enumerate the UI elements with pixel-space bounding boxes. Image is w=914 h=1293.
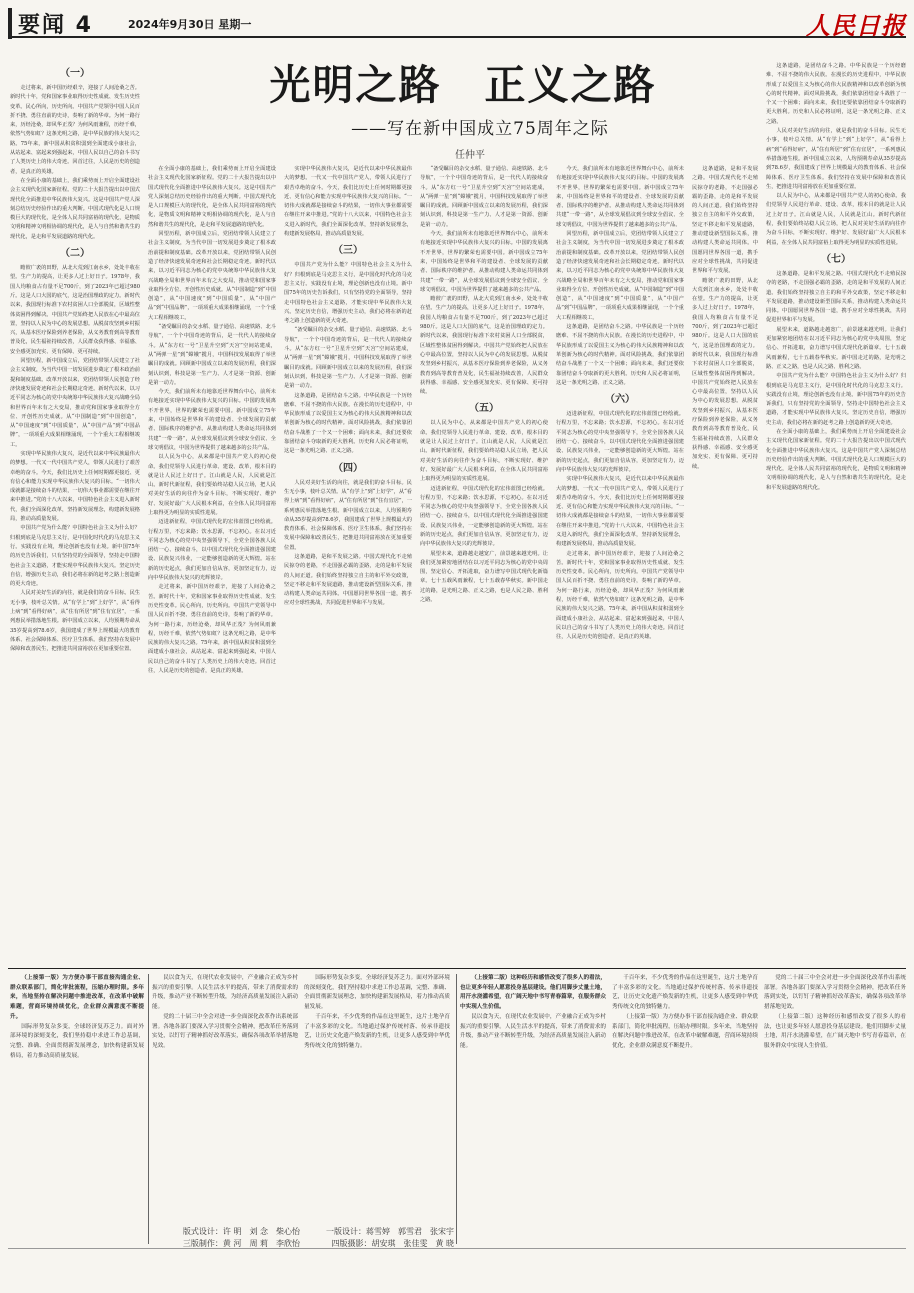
- bottom-column-1: [10, 974, 144, 1202]
- footer-rule: [8, 1248, 906, 1249]
- paragraph: 瞻彼广袤的田野，从北大荒到江南水乡，处处丰收在望。生产力的提高，让更多人过上好日子。1978年，我国人均粮食占有量不足700斤，到了2023年已超过980斤。这是人口大国的底气，这是治国理政的定力。新时代以来，我国现行标准下农村贫困人口全部脱贫，区域性整体贫困得到解决。中国共产党始终把人民放在心中最高位置，坚持以人民为中心的发展思想。从脱贫攻坚到乡村振兴，从基本医疗保险到养老保险，从义务教育到高等教育普及化，民生福祉持续改善，人民群众获得感、幸福感、安全感更加充实、更有保障、更可持续。: [10, 265, 140, 355]
- paragraph: 走过将来，新中国历经艰辛，迎接了人间沧桑之苦。新时代十年，党和国家事业取得历史性成就、发生历史性变革。民心所向，历史所向。中国共产党领导中国人民百折不挠、勇往直前的史诗，奏响了新的华章。为何一路行来，历经沧桑，却风华正茂？为何风雨兼程，历经千难，依然气势如虹？这条光明之路，是中华民族的伟大复兴之路。75年来，新中国从积贫积弱到全面建成小康社会，从站起来、富起来到强起来，中国人民以自己的奋斗书写了人类历史上的伟大奇迹。回首过往，人民是历史的创造者，是真正的英雄。: [10, 85, 140, 175]
- paragraph: 在全面小康的基础上，我们乘势而上开启全面建设社会主义现代化国家新征程。党的二十大报告提出以中国式现代化全面推进中华民族伟大复兴。这是中国共产党人深刻总结历史经验作出的重大判断。中国式现代化是人口规模巨大的现代化，是全体人民共同富裕的现代化，是物质文明和精神文明相协调的现代化，是人与自然和谐共生的现代化，是走和平发展道路的现代化。: [10, 177, 140, 240]
- paragraph: 中国共产党为什么能？中国特色社会主义为什么好？归根到底是马克思主义行，是中国化时代化的马克思主义行。实践没有止境，理论创新也没有止境。新中国75年的历史告诉我们，只有坚持党的全面领导，坚持走中国特色社会主义道路，才能实现中华民族伟大复兴。坚定历史自信，增强历史主动，我们必将在新的赶考之路上创造新的更大奇迹。: [10, 525, 140, 588]
- issue-date: 2024年9月30日 星期一: [128, 18, 252, 31]
- paragraph: 今天，我们前所未有地靠近世界舞台中心，前所未有地接近实现中华民族伟大复兴的目标。中国的发展离不开世界，世界的繁荣也需要中国。新中国成立75年来，中国始终是世界和平的建设者、全球发展的贡献者、国际秩序的维护者。从推动构建人类命运共同体到共建“一带一路”，从全球发展倡议到全球安全倡议、全球文明倡议，中国为世界提供了越来越多的公共产品。: [148, 389, 276, 451]
- paragraph: 党的二十届三中全会对进一步全面深化改革作出系统部署。各地各部门要深入学习贯彻全会精神，把改革任务落到实处，以钉钉子精神抓好改革落实，确保各项改革举措落地见效。: [152, 1013, 298, 1049]
- paragraph: 以人民为中心，从来都是中国共产党人的初心使命。我们党领导人民进行革命、建设、改革，根本目的就是让人民过上好日子。江山就是人民，人民就是江山。新时代新征程，我们要始终站稳人民立场，把人民对美好生活的向往作为奋斗目标，不断实现好、维护好、发展好最广大人民根本利益，在全体人民共同富裕上取得更为明显的实质性进展。: [766, 193, 906, 246]
- paragraph: 实现中华民族伟大复兴，是近代以来中华民族最伟大的梦想。一代又一代中国共产党人，带领人民进行了艰苦卓绝的奋斗。今天，我们比历史上任何时期都更接近、更有信心和能力实现中华民族伟大复兴的目标。“一切伟大成就都是接续奋斗的结果，一切伟大事业都需要在继往开来中推进。”党的十八大以来，中国特色社会主义进入新时代，我们全面深化改革，坚持新发展理念，构建新发展格局，推动高质量发展。: [284, 166, 412, 238]
- paragraph: 人民对美好生活的向往，就是我们的奋斗目标。民生无小事，枝叶总关情。从“有学上”到“上好学”，从“看得上病”到“看得好病”，从“住有所居”到“住有宜居”，一系列惠民举措落地生根。新中国成立以来，人均预期寿命从35岁提高到78.6岁，我国建成了世界上规模最大的教育体系、社会保障体系、医疗卫生体系。我们坚持在发展中保障和改善民生，把推进共同富裕放在更加重要位置。: [10, 590, 140, 653]
- paragraph: 今天，我们前所未有地靠近世界舞台中心，前所未有地接近实现中华民族伟大复兴的目标。中国的发展离不开世界，世界的繁荣也需要中国。新中国成立75年来，中国始终是世界和平的建设者、全球发展的贡献者、国际秩序的维护者。从推动构建人类命运共同体到共建“一带一路”，从全球发展倡议到全球安全倡议、全球文明倡议，中国为世界提供了越来越多的公共产品。: [556, 166, 684, 228]
- paragraph: （上接第二版）这种经历和感悟改变了很多人的看法，也让更多年轻人愿意投身基层建设。他们用脚步丈量土地，用汗水浇灌希望，在广阔天地中书写青春篇章，在服务群众中实现人生价值。: [460, 975, 606, 1011]
- paragraph: 回望历程，新中国成立后，党团结带领人民建立了社会主义制度，为当代中国一切发展进步奠定了根本政治前提和制度基础。改革开放以来，党团结带领人民创造了经济快速发展奇迹和社会长期稳定奇迹。新时代以来，以习近平同志为核心的党中央统筹中华民族伟大复兴战略全局和世界百年未有之大变局，推动党和国家事业取得全方位、开创性历史成就。从“中国制造”到“中国创造”，从“中国速度”到“中国质量”，从“中国产品”到“中国品牌”，一项项重大成果相继涌现，一个个重大工程相继竣工。: [10, 358, 140, 448]
- section-heading-4: （四）: [333, 462, 363, 474]
- credits-left: 版式设计：许 明 刘 念 柴心怡 三版制作：黄 河 周 莉 李欣怡: [182, 1227, 300, 1248]
- paragraph: 迈进新征程，中国式现代化的宏伟蓝图已经绘就。行程万里，不忘来路；饮水思源，不忘初心。在以习近平同志为核心的党中央坚强领导下，全党全国各族人民团结一心、接续奋斗，以中国式现代化全面推进强国建设、民族复兴伟业，一定能够创造新的更大辉煌。站在新的历史起点，我们更加自信从容，更加坚定有力，迈向中华民族伟大复兴的光辉彼岸。: [556, 411, 684, 473]
- column-5: [556, 165, 684, 962]
- column-4: [420, 165, 548, 962]
- paragraph: 中国共产党为什么能？中国特色社会主义为什么好？归根到底是马克思主义行，是中国化时代化的马克思主义行。实践没有止境，理论创新也没有止境。新中国75年的历史告诉我们，只有坚持党的全面领导，坚持走中国特色社会主义道路，才能实现中华民族伟大复兴。坚定历史自信，增强历史主动，我们必将在新的赶考之路上创造新的更大奇迹。: [284, 262, 412, 325]
- paragraph: 回望历程，新中国成立后，党团结带领人民建立了社会主义制度，为当代中国一切发展进步奠定了根本政治前提和制度基础。改革开放以来，党团结带领人民创造了经济快速发展奇迹和社会长期稳定奇迹。新时代以来，以习近平同志为核心的党中央统筹中华民族伟大复兴战略全局和世界百年未有之大变局，推动党和国家事业取得全方位、开创性历史成就。从“中国制造”到“中国创造”，从“中国速度”到“中国质量”，从“中国产品”到“中国品牌”，一项项重大成果相继涌现，一个个重大工程相继竣工。: [556, 231, 684, 321]
- column-6: [766, 62, 906, 962]
- paragraph: 迈进新征程，中国式现代化的宏伟蓝图已经绘就。行程万里，不忘来路；饮水思源，不忘初心。在以习近平同志为核心的党中央坚强领导下，全党全国各族人民团结一心、接续奋斗，以中国式现代化全面推进强国建设、民族复兴伟业，一定能够创造新的更大辉煌。站在新的历史起点，我们更加自信从容，更加坚定有力，迈向中华民族伟大复兴的光辉彼岸。: [420, 485, 548, 548]
- paragraph: 走过将来，新中国历经艰辛，迎接了人间沧桑之苦。新时代十年，党和国家事业取得历史性成就、发生历史性变革。民心所向，历史所向。中国共产党领导中国人民百折不挠、勇往直前的史诗，奏响了新的华章。为何一路行来，历经沧桑，却风华正茂？为何风雨兼程，历经千难，依然气势如虹？这条光明之路，是中华民族的伟大复兴之路。75年来，新中国从积贫积弱到全面建成小康社会，从站起来、富起来到强起来，中国人民以自己的奋斗书写了人类历史上的伟大奇迹。回首过往，人民是历史的创造者，是真正的英雄。: [556, 550, 684, 641]
- paragraph: 瞻彼广袤的田野，从北大荒到江南水乡，处处丰收在望。生产力的提高，让更多人过上好日子。1978年，我国人均粮食占有量不足700斤，到了2023年已超过980斤。这是人口大国的底气，这是治国理政的定力。新时代以来，我国现行标准下农村贫困人口全部脱贫，区域性整体贫困得到解决。中国共产党始终把人民放在心中最高位置，坚持以人民为中心的发展思想。从脱贫攻坚到乡村振兴，从基本医疗保险到养老保险，从义务教育到高等教育普及化，民生福祉持续改善，人民群众获得感、幸福感、安全感更加充实、更有保障、更可持续。: [692, 277, 758, 470]
- paragraph: “备受瞩目的杂交水稻、量子通信、高速铁路、北斗导航”，一个个中国奇迹的背后，是一代代人的接续奋斗。从“东方红一号”卫星升空到“天宫”空间站建成，从“两弹一星”到“嫦娥”揽月，中国科技发展取得了举世瞩目的成就。回顾新中国成立以来的发展历程，我们深刻认识到，科技是第一生产力、人才是第一资源、创新是第一动力。: [148, 324, 276, 386]
- paragraph: 这条道路，是团结奋斗之路。中华民族是一个历经磨难、不屈不挠的伟大民族。在漫长的历史进程中，中华民族形成了以爱国主义为核心的伟大民族精神和以改革创新为核心的时代精神。面对风险挑战，我们依靠团结奋斗战胜了一个又一个困难；面向未来，我们还要依靠团结奋斗夺取新的更大胜利。历史和人民必将证明，这是一条光明之路、正义之路。: [556, 324, 684, 386]
- column-1: [10, 62, 140, 962]
- paragraph: 展望未来，道路越走越宽广，前景越来越光明。让我们更加紧密地团结在以习近平同志为核心的党中央周围，坚定信心、开拓进取，奋力谱写中国式现代化新篇章。七十五载风雨兼程，七十五载春华秋实。新中国走过的路，是光明之路、正义之路，也是人民之路、胜利之路。: [420, 550, 548, 604]
- masthead: [8, 6, 906, 38]
- paragraph: “备受瞩目的杂交水稻、量子通信、高速铁路、北斗导航”，一个个中国奇迹的背后，是一代代人的接续奋斗。从“东方红一号”卫星升空到“天宫”空间站建成，从“两弹一星”到“嫦娥”揽月，中国科技发展取得了举世瞩目的成就。回顾新中国成立以来的发展历程，我们深刻认识到，科技是第一生产力、人才是第一资源、创新是第一动力。: [420, 166, 548, 228]
- column-5b: [692, 165, 758, 962]
- paragraph: 这条道路，是和平发展之路。中国式现代化不走殖民掠夺的老路，不走国强必霸的歪路，走的是和平发展的人间正道。我们始终坚持独立自主的和平外交政策，坚定不移走和平发展道路，推动建设新型国际关系，推动构建人类命运共同体。中国愿同世界各国一道，携手应对全球性挑战，共同促进世界和平与发展。: [284, 553, 412, 607]
- paragraph: 这条道路，是团结奋斗之路。中华民族是一个历经磨难、不屈不挠的伟大民族。在漫长的历史进程中，中华民族形成了以爱国主义为核心的伟大民族精神和以改革创新为核心的时代精神。面对风险挑战，我们依靠团结奋斗战胜了一个又一个困难；面向未来，我们还要依靠团结奋斗夺取新的更大胜利。历史和人民必将证明，这是一条光明之路、正义之路。: [766, 63, 906, 125]
- paragraph: 党的二十届三中全会对进一步全面深化改革作出系统部署。各地各部门要深入学习贯彻全会精神，把改革任务落到实处，以钉钉子精神抓好改革落实，确保各项改革举措落地见效。: [764, 975, 906, 1011]
- article-subtitle: ——写在新中国成立75周年之际: [351, 119, 609, 139]
- paragraph: 今天，我们前所未有地靠近世界舞台中心，前所未有地接近实现中华民族伟大复兴的目标。中国的发展离不开世界，世界的繁荣也需要中国。新中国成立75年来，中国始终是世界和平的建设者、全球发展的贡献者、国际秩序的维护者。从推动构建人类命运共同体到共建“一带一路”，从全球发展倡议到全球安全倡议、全球文明倡议，中国为世界提供了越来越多的公共产品。: [420, 231, 548, 293]
- section-heading-2: （二）: [60, 248, 90, 260]
- newspaper-logo: 人民日报: [806, 11, 906, 40]
- section-heading-7: （七）: [821, 253, 851, 265]
- section-heading-5: （五）: [469, 403, 499, 415]
- bottom-column-2: [152, 974, 298, 1202]
- column-rule: [148, 974, 149, 1244]
- section-heading-1: （一）: [60, 68, 90, 79]
- bottom-column-6: [764, 974, 906, 1244]
- paragraph: 迈进新征程，中国式现代化的宏伟蓝图已经绘就。行程万里，不忘来路；饮水思源，不忘初心。在以习近平同志为核心的党中央坚强领导下，全党全国各族人民团结一心、接续奋斗，以中国式现代化全面推进强国建设、民族复兴伟业，一定能够创造新的更大辉煌。站在新的历史起点，我们更加自信从容，更加坚定有力，迈向中华民族伟大复兴的光辉彼岸。: [148, 519, 276, 582]
- paragraph: 实现中华民族伟大复兴，是近代以来中华民族最伟大的梦想。一代又一代中国共产党人，带领人民进行了艰苦卓绝的奋斗。今天，我们比历史上任何时期都更接近、更有信心和能力实现中华民族伟大复兴的目标。“一切伟大成就都是接续奋斗的结果，一切伟大事业都需要在继往开来中推进。”党的十八大以来，中国特色社会主义进入新时代，我们全面深化改革，坚持新发展理念，构建新发展格局，推动高质量发展。: [10, 450, 140, 523]
- paragraph: （上接第一版）为方便办事干部直接沟通企业、群众联系部门，简化审批流程，压缩办理时限。多年来，当地坚持在解决问题中推进改革，在改革中破解难题，营商环境持续优化，企业群众满意度不断提升。: [612, 1013, 758, 1049]
- bottom-column-3: [304, 974, 450, 1202]
- article-title: 光明之路 正义之路: [269, 61, 657, 109]
- article-author: 任仲平: [455, 150, 485, 161]
- paragraph: 人民对美好生活的向往，就是我们的奋斗目标。民生无小事，枝叶总关情。从“有学上”到“上好学”，从“看得上病”到“看得好病”，从“住有所居”到“住有宜居”，一系列惠民举措落地生根。新中国成立以来，人均预期寿命从35岁提高到78.6岁，我国建成了世界上规模最大的教育体系、社会保障体系、医疗卫生体系。我们坚持在发展中保障和改善民生，把推进共同富裕放在更加重要位置。: [766, 128, 906, 190]
- paragraph: 国际形势复杂多变，全球经济复苏乏力。面对外部环境的深刻变化，我们坚持稳中求进工作总基调，完整、准确、全面贯彻新发展理念，加快构建新发展格局，着力推动高质量发展。: [10, 1023, 144, 1059]
- bottom-divider: [8, 968, 906, 969]
- paragraph: 人民对美好生活的向往，就是我们的奋斗目标。民生无小事，枝叶总关情。从“有学上”到“上好学”，从“看得上病”到“看得好病”，从“住有所居”到“住有宜居”，一系列惠民举措落地生根。新中国成立以来，人均预期寿命从35岁提高到78.6岁，我国建成了世界上规模最大的教育体系、社会保障体系、医疗卫生体系。我们坚持在发展中保障和改善民生，把推进共同富裕放在更加重要位置。: [284, 479, 412, 551]
- paragraph: （上接第一版）为方便办事干部直接沟通企业、群众联系部门，简化审批流程，压缩办理时限。多年来，当地坚持在解决问题中推进改革，在改革中破解难题，营商环境持续优化，企业群众满意度不断提升。: [10, 975, 144, 1020]
- paragraph: 中国共产党为什么能？中国特色社会主义为什么好？归根到底是马克思主义行，是中国化时代化的马克思主义行。实践没有止境，理论创新也没有止境。新中国75年的历史告诉我们，只有坚持党的全面领导，坚持走中国特色社会主义道路，才能实现中华民族伟大复兴。坚定历史自信，增强历史主动，我们必将在新的赶考之路上创造新的更大奇迹。: [766, 373, 906, 426]
- section-label: 要闻 4: [8, 8, 93, 39]
- paragraph: 民以食为天，在现代农业发展中，产业融合正成为乡村振兴的重要引擎。人民生活水平的提高，带来了消费需求的升级，推动产业不断转型升级，为经济高质量发展注入新动能。: [460, 1013, 606, 1049]
- column-2: [148, 165, 276, 962]
- paragraph: 回望历程，新中国成立后，党团结带领人民建立了社会主义制度，为当代中国一切发展进步奠定了根本政治前提和制度基础。改革开放以来，党团结带领人民创造了经济快速发展奇迹和社会长期稳定奇迹。新时代以来，以习近平同志为核心的党中央统筹中华民族伟大复兴战略全局和世界百年未有之大变局，推动党和国家事业取得全方位、开创性历史成就。从“中国制造”到“中国创造”，从“中国速度”到“中国质量”，从“中国产品”到“中国品牌”，一项项重大成果相继涌现，一个个重大工程相继竣工。: [148, 231, 276, 321]
- paragraph: 这条道路，是和平发展之路。中国式现代化不走殖民掠夺的老路，不走国强必霸的歪路，走的是和平发展的人间正道。我们始终坚持独立自主的和平外交政策，坚定不移走和平发展道路，推动建设新型国际关系，推动构建人类命运共同体。中国愿同世界各国一道，携手应对全球性挑战，共同促进世界和平与发展。: [692, 166, 758, 275]
- paragraph: 在全面小康的基础上，我们乘势而上开启全面建设社会主义现代化国家新征程。党的二十大报告提出以中国式现代化全面推进中华民族伟大复兴。这是中国共产党人深刻总结历史经验作出的重大判断。中国式现代化是人口规模巨大的现代化，是全体人民共同富裕的现代化，是物质文明和精神文明相协调的现代化，是人与自然和谐共生的现代化，是走和平发展道路的现代化。: [766, 428, 906, 491]
- paragraph: 瞻彼广袤的田野，从北大荒到江南水乡，处处丰收在望。生产力的提高，让更多人过上好日子。1978年，我国人均粮食占有量不足700斤，到了2023年已超过980斤。这是人口大国的底气，这是治国理政的定力。新时代以来，我国现行标准下农村贫困人口全部脱贫，区域性整体贫困得到解决。中国共产党始终把人民放在心中最高位置，坚持以人民为中心的发展思想。从脱贫攻坚到乡村振兴，从基本医疗保险到养老保险，从义务教育到高等教育普及化，民生福祉持续改善，人民群众获得感、幸福感、安全感更加充实、更有保障、更可持续。: [420, 296, 548, 396]
- paragraph: 以人民为中心，从来都是中国共产党人的初心使命。我们党领导人民进行革命、建设、改革，根本目的就是让人民过上好日子。江山就是人民，人民就是江山。新时代新征程，我们要始终站稳人民立场，把人民对美好生活的向往作为奋斗目标，不断实现好、维护好、发展好最广大人民根本利益，在全体人民共同富裕上取得更为明显的实质性进展。: [420, 420, 548, 483]
- paragraph: 千百年来，不少优秀的作品在这里诞生，这片土地孕育了丰富多彩的文化。当地通过保护传统村落、传承非遗技艺，让历史文化遗产焕发新的生机，让更多人感受到中华优秀传统文化的独特魅力。: [304, 1013, 450, 1049]
- paragraph: 在全面小康的基础上，我们乘势而上开启全面建设社会主义现代化国家新征程。党的二十大报告提出以中国式现代化全面推进中华民族伟大复兴。这是中国共产党人深刻总结历史经验作出的重大判断。中国式现代化是人口规模巨大的现代化，是全体人民共同富裕的现代化，是物质文明和精神文明相协调的现代化，是人与自然和谐共生的现代化，是走和平发展道路的现代化。: [148, 166, 276, 228]
- paragraph: 民以食为天，在现代农业发展中，产业融合正成为乡村振兴的重要引擎。人民生活水平的提高，带来了消费需求的升级，推动产业不断转型升级，为经济高质量发展注入新动能。: [152, 975, 298, 1011]
- paragraph: 走过将来，新中国历经艰辛，迎接了人间沧桑之苦。新时代十年，党和国家事业取得历史性成就、发生历史性变革。民心所向，历史所向。中国共产党领导中国人民百折不挠、勇往直前的史诗，奏响了新的华章。为何一路行来，历经沧桑，却风华正茂？为何风雨兼程，历经千难，依然气势如虹？这条光明之路，是中华民族的伟大复兴之路。75年来，新中国从积贫积弱到全面建成小康社会，从站起来、富起来到强起来，中国人民以自己的奋斗书写了人类历史上的伟大奇迹。回首过往，人民是历史的创造者，是真正的英雄。: [148, 584, 276, 675]
- bottom-column-5: [612, 974, 758, 1202]
- bottom-column-4: [460, 974, 606, 1202]
- paragraph: 千百年来，不少优秀的作品在这里诞生，这片土地孕育了丰富多彩的文化。当地通过保护传统村落、传承非遗技艺，让历史文化遗产焕发新的生机，让更多人感受到中华优秀传统文化的独特魅力。: [612, 975, 758, 1011]
- section-heading-6: （六）: [605, 394, 635, 406]
- paragraph: 这条道路，是团结奋斗之路。中华民族是一个历经磨难、不屈不挠的伟大民族。在漫长的历史进程中，中华民族形成了以爱国主义为核心的伟大民族精神和以改革创新为核心的时代精神。面对风险挑战，我们依靠团结奋斗战胜了一个又一个困难；面向未来，我们还要依靠团结奋斗夺取新的更大胜利。历史和人民必将证明，这是一条光明之路、正义之路。: [284, 392, 412, 455]
- column-rule: [456, 974, 457, 1244]
- paragraph: 展望未来，道路越走越宽广，前景越来越光明。让我们更加紧密地团结在以习近平同志为核心的党中央周围，坚定信心、开拓进取，奋力谱写中国式现代化新篇章。七十五载风雨兼程，七十五载春华秋实。新中国走过的路，是光明之路、正义之路，也是人民之路、胜利之路。: [766, 326, 906, 370]
- section-heading-3: （三）: [333, 245, 363, 257]
- paragraph: 以人民为中心，从来都是中国共产党人的初心使命。我们党领导人民进行革命、建设、改革，根本目的就是让人民过上好日子。江山就是人民，人民就是江山。新时代新征程，我们要始终站稳人民立场，把人民对美好生活的向往作为奋斗目标，不断实现好、维护好、发展好最广大人民根本利益，在全体人民共同富裕上取得更为明显的实质性进展。: [148, 454, 276, 516]
- column-3: [284, 165, 412, 962]
- paragraph: “备受瞩目的杂交水稻、量子通信、高速铁路、北斗导航”，一个个中国奇迹的背后，是一代代人的接续奋斗。从“东方红一号”卫星升空到“天宫”空间站建成，从“两弹一星”到“嫦娥”揽月，中国科技发展取得了举世瞩目的成就。回顾新中国成立以来的发展历程，我们深刻认识到，科技是第一生产力、人才是第一资源、创新是第一动力。: [284, 327, 412, 390]
- paragraph: 国际形势复杂多变，全球经济复苏乏力。面对外部环境的深刻变化，我们坚持稳中求进工作总基调，完整、准确、全面贯彻新发展理念，加快构建新发展格局，着力推动高质量发展。: [304, 975, 450, 1011]
- credits-mid: 一版设计：蒋雪婷 郭雪君 张宋宇 四版摄影：胡安琪 张佳雯 黄 晓: [326, 1227, 454, 1248]
- paragraph: （上接第二版）这种经历和感悟改变了很多人的看法，也让更多年轻人愿意投身基层建设。他们用脚步丈量土地，用汗水浇灌希望，在广阔天地中书写青春篇章，在服务群众中实现人生价值。: [764, 1013, 906, 1049]
- paragraph: 实现中华民族伟大复兴，是近代以来中华民族最伟大的梦想。一代又一代中国共产党人，带领人民进行了艰苦卓绝的奋斗。今天，我们比历史上任何时期都更接近、更有信心和能力实现中华民族伟大复兴的目标。“一切伟大成就都是接续奋斗的结果，一切伟大事业都需要在继往开来中推进。”党的十八大以来，中国特色社会主义进入新时代，我们全面深化改革，坚持新发展理念，构建新发展格局，推动高质量发展。: [556, 476, 684, 548]
- paragraph: 这条道路，是和平发展之路。中国式现代化不走殖民掠夺的老路，不走国强必霸的歪路，走的是和平发展的人间正道。我们始终坚持独立自主的和平外交政策，坚定不移走和平发展道路，推动建设新型国际关系，推动构建人类命运共同体。中国愿同世界各国一道，携手应对全球性挑战，共同促进世界和平与发展。: [766, 270, 906, 324]
